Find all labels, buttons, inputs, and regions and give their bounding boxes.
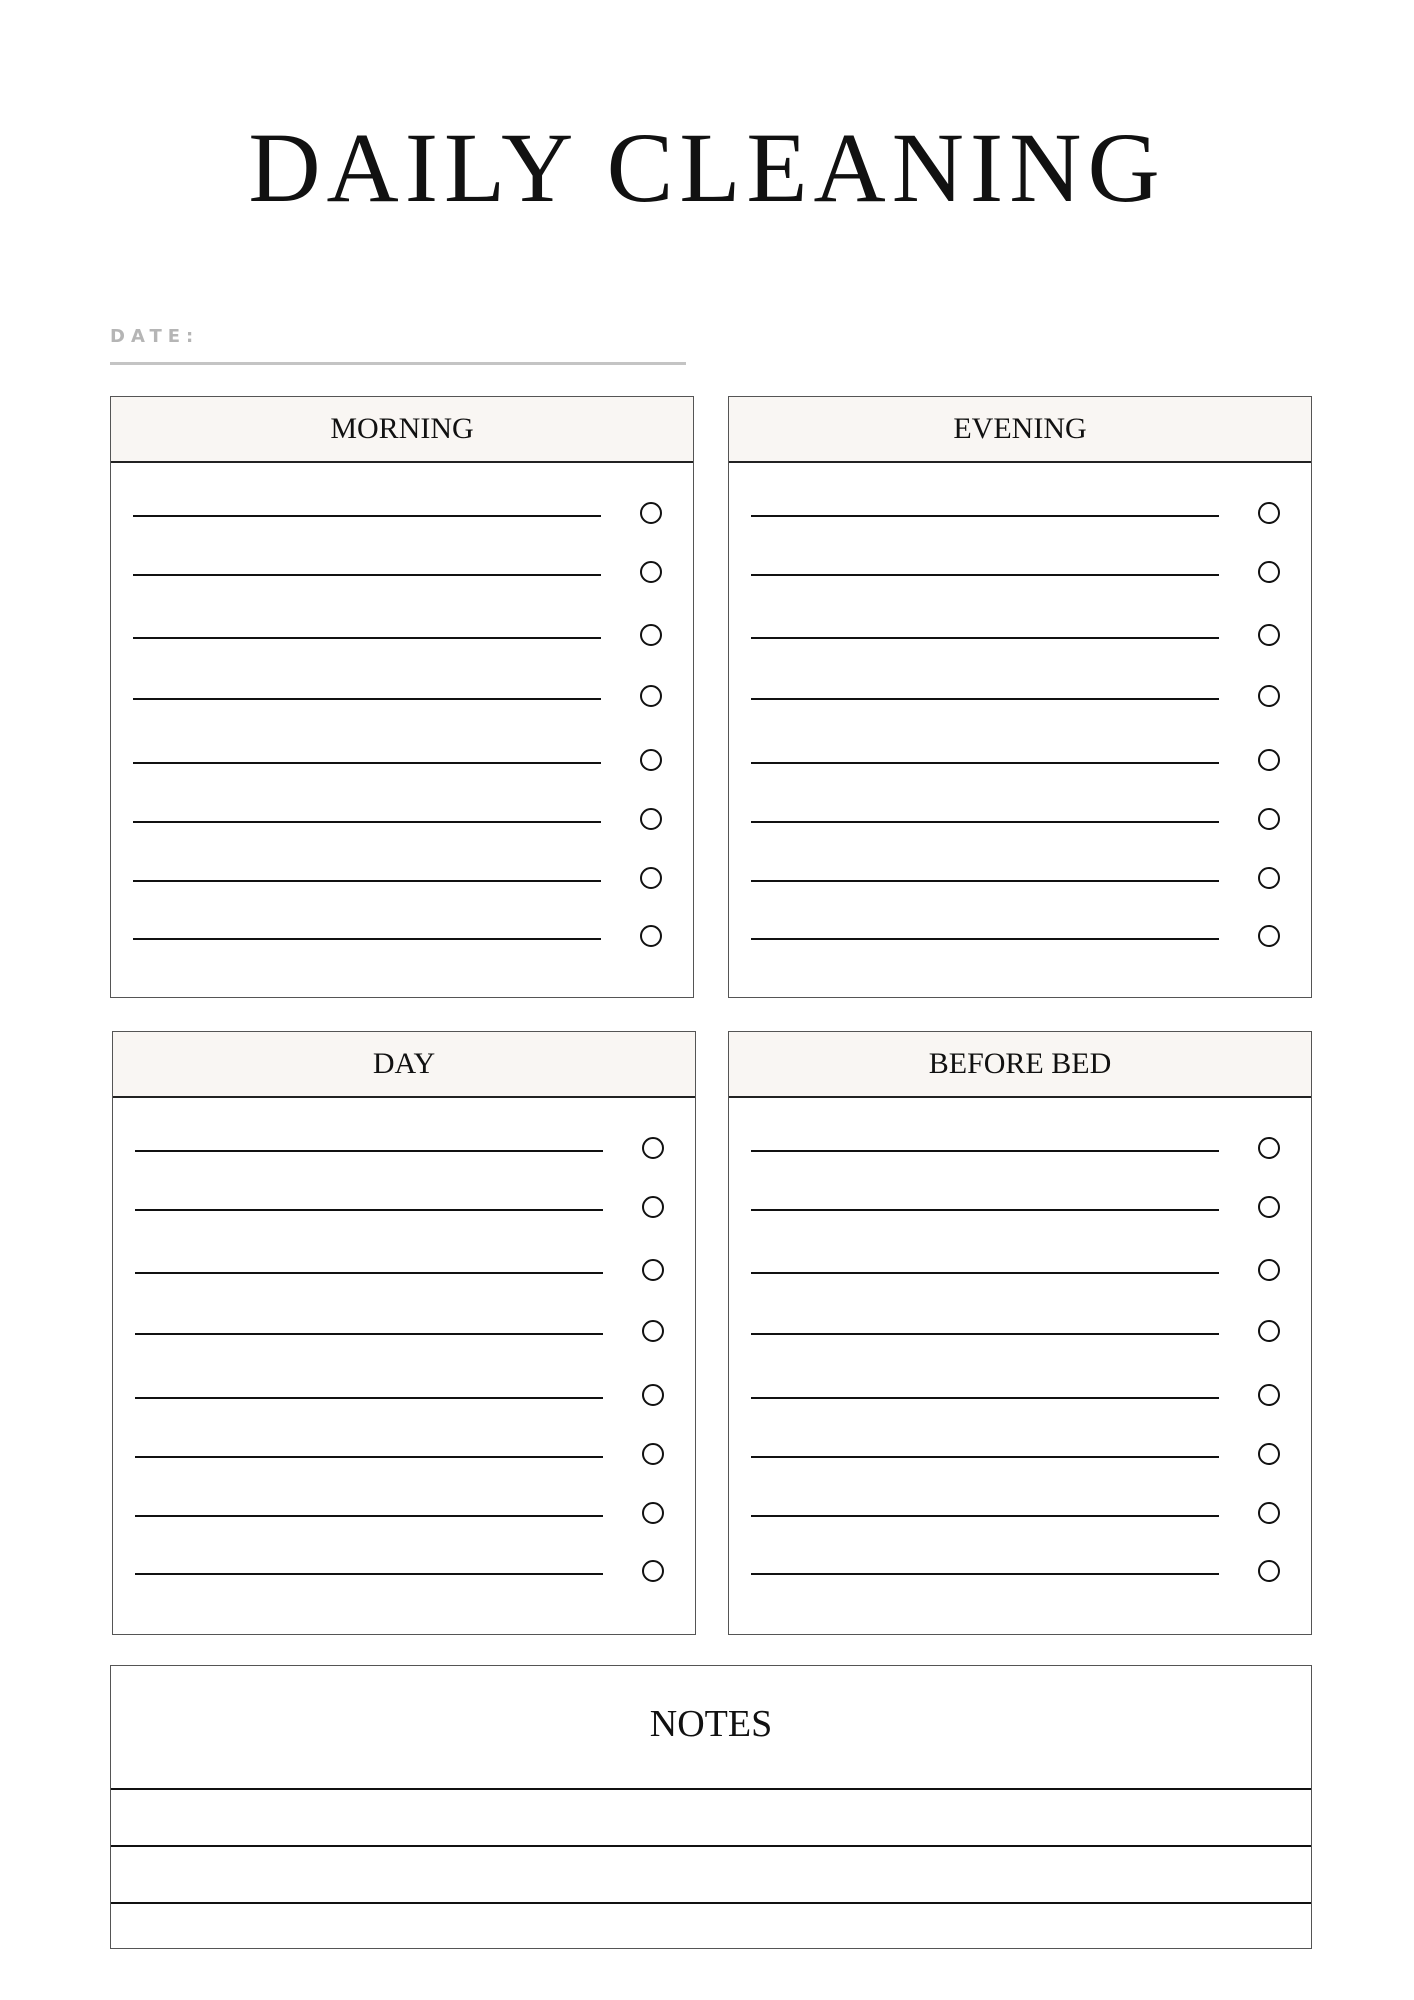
before-bed-task-checkbox[interactable] [1258,1443,1280,1465]
evening-panel [728,396,1312,998]
morning-task-checkbox[interactable] [640,502,662,524]
morning-header: MORNING [111,397,693,463]
evening-task-checkbox[interactable] [1258,561,1280,583]
before-bed-task-checkbox[interactable] [1258,1560,1280,1582]
before-bed-task-line[interactable] [751,1397,1219,1399]
morning-task-checkbox[interactable] [640,561,662,583]
evening-task-checkbox[interactable] [1258,925,1280,947]
day-task-line[interactable] [135,1209,603,1211]
morning-task-checkbox[interactable] [640,749,662,771]
date-field[interactable] [110,362,686,365]
day-task-line[interactable] [135,1573,603,1575]
page-title: DAILY CLEANING [248,112,1166,223]
notes-line[interactable] [111,1902,1311,1904]
evening-task-line[interactable] [751,880,1219,882]
day-task-checkbox[interactable] [642,1196,664,1218]
notes-line[interactable] [111,1788,1311,1790]
morning-task-checkbox[interactable] [640,624,662,646]
before-bed-task-line[interactable] [751,1150,1219,1152]
before-bed-task-line[interactable] [751,1209,1219,1211]
evening-task-checkbox[interactable] [1258,685,1280,707]
morning-task-checkbox[interactable] [640,808,662,830]
evening-task-checkbox[interactable] [1258,624,1280,646]
morning-task-line[interactable] [133,762,601,764]
day-task-checkbox[interactable] [642,1320,664,1342]
evening-task-checkbox[interactable] [1258,749,1280,771]
before-bed-task-checkbox[interactable] [1258,1259,1280,1281]
before-bed-header: BEFORE BED [729,1032,1311,1098]
morning-panel [110,396,694,998]
before-bed-task-checkbox[interactable] [1258,1196,1280,1218]
evening-task-line[interactable] [751,821,1219,823]
before-bed-task-line[interactable] [751,1272,1219,1274]
evening-task-line[interactable] [751,698,1219,700]
evening-task-line[interactable] [751,515,1219,517]
day-task-line[interactable] [135,1456,603,1458]
day-task-checkbox[interactable] [642,1443,664,1465]
before-bed-task-checkbox[interactable] [1258,1320,1280,1342]
day-task-checkbox[interactable] [642,1384,664,1406]
evening-task-line[interactable] [751,574,1219,576]
day-task-checkbox[interactable] [642,1502,664,1524]
morning-task-checkbox[interactable] [640,685,662,707]
morning-task-line[interactable] [133,698,601,700]
day-task-line[interactable] [135,1150,603,1152]
day-task-checkbox[interactable] [642,1137,664,1159]
morning-task-line[interactable] [133,938,601,940]
before-bed-task-checkbox[interactable] [1258,1384,1280,1406]
evening-task-checkbox[interactable] [1258,808,1280,830]
morning-task-checkbox[interactable] [640,867,662,889]
before-bed-task-checkbox[interactable] [1258,1502,1280,1524]
evening-task-line[interactable] [751,938,1219,940]
morning-task-line[interactable] [133,574,601,576]
morning-task-line[interactable] [133,821,601,823]
evening-task-line[interactable] [751,637,1219,639]
before-bed-task-checkbox[interactable] [1258,1137,1280,1159]
morning-task-checkbox[interactable] [640,925,662,947]
day-panel [112,1031,696,1635]
evening-task-checkbox[interactable] [1258,502,1280,524]
day-task-line[interactable] [135,1272,603,1274]
day-task-checkbox[interactable] [642,1259,664,1281]
before-bed-panel [728,1031,1312,1635]
day-task-line[interactable] [135,1333,603,1335]
evening-header: EVENING [729,397,1311,463]
morning-task-line[interactable] [133,637,601,639]
before-bed-task-line[interactable] [751,1515,1219,1517]
date-label: DATE: [110,326,200,347]
notes-panel [110,1665,1312,1949]
before-bed-task-line[interactable] [751,1573,1219,1575]
day-task-line[interactable] [135,1397,603,1399]
before-bed-task-line[interactable] [751,1333,1219,1335]
notes-header: NOTES [649,1703,773,1745]
evening-task-line[interactable] [751,762,1219,764]
day-header: DAY [113,1032,695,1098]
evening-task-checkbox[interactable] [1258,867,1280,889]
before-bed-task-line[interactable] [751,1456,1219,1458]
morning-task-line[interactable] [133,880,601,882]
day-task-checkbox[interactable] [642,1560,664,1582]
notes-line[interactable] [111,1845,1311,1847]
morning-task-line[interactable] [133,515,601,517]
day-task-line[interactable] [135,1515,603,1517]
